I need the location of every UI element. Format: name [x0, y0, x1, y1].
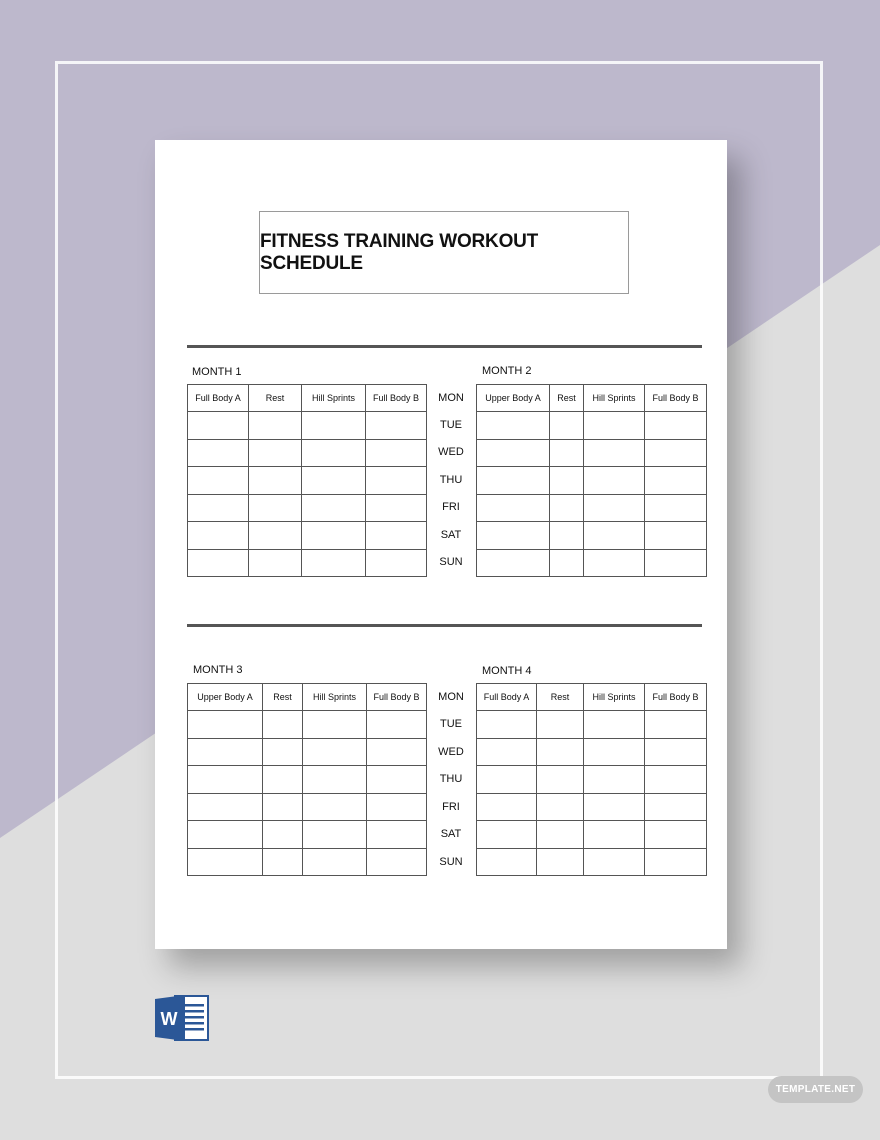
table-cell[interactable]: [584, 793, 645, 821]
table-cell[interactable]: [366, 494, 427, 522]
day-label: SUN: [439, 856, 463, 868]
table-row: [188, 821, 427, 849]
table-cell[interactable]: [302, 467, 366, 495]
table-row: [477, 738, 707, 766]
table-cell[interactable]: [188, 793, 263, 821]
table-row: [477, 467, 707, 495]
table-row: [188, 467, 427, 495]
watermark-text: TEMPLATE.NET: [775, 1084, 856, 1095]
table-cell[interactable]: [249, 549, 302, 577]
table-cell[interactable]: [366, 522, 427, 550]
table-cell[interactable]: [303, 766, 367, 794]
table-cell[interactable]: [645, 711, 707, 739]
table-cell[interactable]: [303, 848, 367, 876]
word-icon: [155, 994, 211, 1042]
day-label: WED: [438, 746, 464, 758]
table-header-row: [188, 684, 427, 711]
table-cell[interactable]: [188, 494, 249, 522]
table-cell[interactable]: [645, 766, 707, 794]
day-label: THU: [439, 474, 463, 486]
column-header: Full Body B: [645, 385, 707, 412]
table-cell[interactable]: [302, 494, 366, 522]
table-cell[interactable]: [366, 412, 427, 440]
table-cell[interactable]: [367, 793, 427, 821]
table-row: [477, 549, 707, 577]
table-cell[interactable]: [249, 467, 302, 495]
table-row: [477, 848, 707, 876]
month-3-label: MONTH 3: [193, 664, 243, 676]
table-cell[interactable]: [249, 494, 302, 522]
table-cell[interactable]: [537, 766, 584, 794]
table-cell[interactable]: [302, 522, 366, 550]
column-header: Full Body A: [188, 385, 249, 412]
table-cell[interactable]: [584, 821, 645, 849]
table-row: [188, 711, 427, 739]
table-cell[interactable]: [477, 711, 537, 739]
table-cell[interactable]: [303, 793, 367, 821]
table-cell[interactable]: [477, 522, 550, 550]
table-row: [188, 439, 427, 467]
table-cell[interactable]: [537, 711, 584, 739]
table-cell[interactable]: [303, 711, 367, 739]
table-cell[interactable]: [477, 494, 550, 522]
table-cell[interactable]: [477, 738, 537, 766]
word-icon-letter: W: [160, 1009, 178, 1029]
table-cell[interactable]: [645, 549, 707, 577]
table-cell[interactable]: [188, 711, 263, 739]
table-cell[interactable]: [550, 522, 584, 550]
column-header: Full Body A: [477, 684, 537, 711]
table-cell[interactable]: [366, 467, 427, 495]
column-header: Full Body B: [366, 385, 427, 412]
table-cell[interactable]: [263, 821, 303, 849]
table-header-row: [477, 684, 707, 711]
column-header: Upper Body A: [188, 684, 263, 711]
table-cell[interactable]: [645, 412, 707, 440]
table-cell[interactable]: [303, 738, 367, 766]
day-label: TUE: [440, 419, 462, 431]
table-cell[interactable]: [477, 467, 550, 495]
month-4-label: MONTH 4: [482, 665, 532, 677]
table-cell[interactable]: [188, 766, 263, 794]
table-cell[interactable]: [263, 848, 303, 876]
table-row: [188, 738, 427, 766]
table-cell[interactable]: [537, 738, 584, 766]
table-cell[interactable]: [188, 439, 249, 467]
table-cell[interactable]: [477, 412, 550, 440]
table-cell[interactable]: [584, 439, 645, 467]
table-cell[interactable]: [249, 522, 302, 550]
table-cell[interactable]: [477, 821, 537, 849]
table-cell[interactable]: [188, 848, 263, 876]
table-cell[interactable]: [584, 766, 645, 794]
day-label: TUE: [440, 718, 462, 730]
month-1-label: MONTH 1: [192, 366, 242, 378]
table-header-row: [188, 385, 427, 412]
table-cell[interactable]: [645, 738, 707, 766]
table-cell[interactable]: [477, 766, 537, 794]
table-cell[interactable]: [302, 549, 366, 577]
table-row: [477, 412, 707, 440]
table-cell[interactable]: [188, 738, 263, 766]
table-cell[interactable]: [367, 848, 427, 876]
table-cell[interactable]: [263, 766, 303, 794]
day-label: FRI: [442, 501, 460, 513]
table-cell[interactable]: [645, 494, 707, 522]
table-cell[interactable]: [302, 412, 366, 440]
table-cell[interactable]: [584, 848, 645, 876]
column-header: Rest: [263, 684, 303, 711]
table-row: [188, 549, 427, 577]
table-cell[interactable]: [366, 439, 427, 467]
section-divider: [187, 624, 702, 627]
column-header: Hill Sprints: [584, 385, 645, 412]
table-cell[interactable]: [249, 439, 302, 467]
table-row: [477, 439, 707, 467]
table-cell[interactable]: [477, 793, 537, 821]
table-cell[interactable]: [584, 467, 645, 495]
table-row: [477, 793, 707, 821]
table-cell[interactable]: [263, 711, 303, 739]
table-row: [477, 522, 707, 550]
table-cell[interactable]: [550, 549, 584, 577]
column-header: Hill Sprints: [302, 385, 366, 412]
table-cell[interactable]: [188, 821, 263, 849]
table-cell[interactable]: [537, 848, 584, 876]
table-cell[interactable]: [477, 848, 537, 876]
column-header: Rest: [249, 385, 302, 412]
title-box: [259, 211, 629, 294]
table-cell[interactable]: [584, 711, 645, 739]
table-cell[interactable]: [645, 821, 707, 849]
table-cell[interactable]: [584, 494, 645, 522]
table-header-row: [477, 385, 707, 412]
table-row: [188, 494, 427, 522]
column-header: Rest: [550, 385, 584, 412]
day-label: FRI: [442, 801, 460, 813]
table-cell[interactable]: [188, 522, 249, 550]
document-page: [155, 140, 727, 949]
table-row: [188, 848, 427, 876]
table-cell[interactable]: [645, 522, 707, 550]
table-cell[interactable]: [188, 467, 249, 495]
table-row: [188, 412, 427, 440]
table-row: [477, 821, 707, 849]
table-row: [188, 793, 427, 821]
table-row: [188, 522, 427, 550]
table-cell[interactable]: [550, 439, 584, 467]
table-cell[interactable]: [645, 793, 707, 821]
table-cell[interactable]: [188, 549, 249, 577]
month-4-table: [476, 683, 707, 876]
table-cell[interactable]: [550, 494, 584, 522]
table-cell[interactable]: [303, 821, 367, 849]
table-cell[interactable]: [477, 549, 550, 577]
month-2-label: MONTH 2: [482, 365, 532, 377]
table-cell[interactable]: [367, 738, 427, 766]
column-header: Hill Sprints: [584, 684, 645, 711]
day-label: SAT: [440, 828, 462, 840]
day-label: THU: [439, 773, 463, 785]
table-cell[interactable]: [584, 549, 645, 577]
day-label: SUN: [439, 556, 463, 568]
table-cell[interactable]: [477, 439, 550, 467]
table-cell[interactable]: [366, 549, 427, 577]
table-cell[interactable]: [584, 738, 645, 766]
table-cell[interactable]: [645, 439, 707, 467]
column-header: Hill Sprints: [303, 684, 367, 711]
table-cell[interactable]: [188, 412, 249, 440]
day-label: SAT: [440, 529, 462, 541]
column-header: Full Body B: [645, 684, 707, 711]
table-row: [188, 766, 427, 794]
day-label: WED: [438, 446, 464, 458]
table-cell[interactable]: [537, 821, 584, 849]
table-row: [477, 494, 707, 522]
month-1-table: [187, 384, 427, 577]
table-cell[interactable]: [537, 793, 584, 821]
table-cell[interactable]: [645, 848, 707, 876]
template-net-watermark: [768, 1076, 863, 1103]
table-cell[interactable]: [367, 766, 427, 794]
table-cell[interactable]: [645, 467, 707, 495]
column-header: Full Body B: [367, 684, 427, 711]
section-divider: [187, 345, 702, 348]
table-cell[interactable]: [367, 821, 427, 849]
document-title: FITNESS TRAINING WORKOUT SCHEDULE: [260, 230, 539, 274]
table-cell[interactable]: [550, 467, 584, 495]
table-cell[interactable]: [584, 522, 645, 550]
table-row: [477, 766, 707, 794]
table-cell[interactable]: [584, 412, 645, 440]
table-row: [477, 711, 707, 739]
table-cell[interactable]: [550, 412, 584, 440]
month-2-table: [476, 384, 707, 577]
month-3-table: [187, 683, 427, 876]
day-label: MON: [438, 392, 464, 404]
column-header: Upper Body A: [477, 385, 550, 412]
table-cell[interactable]: [302, 439, 366, 467]
table-cell[interactable]: [263, 738, 303, 766]
table-cell[interactable]: [367, 711, 427, 739]
day-label: MON: [438, 691, 464, 703]
table-cell[interactable]: [263, 793, 303, 821]
table-cell[interactable]: [249, 412, 302, 440]
column-header: Rest: [537, 684, 584, 711]
